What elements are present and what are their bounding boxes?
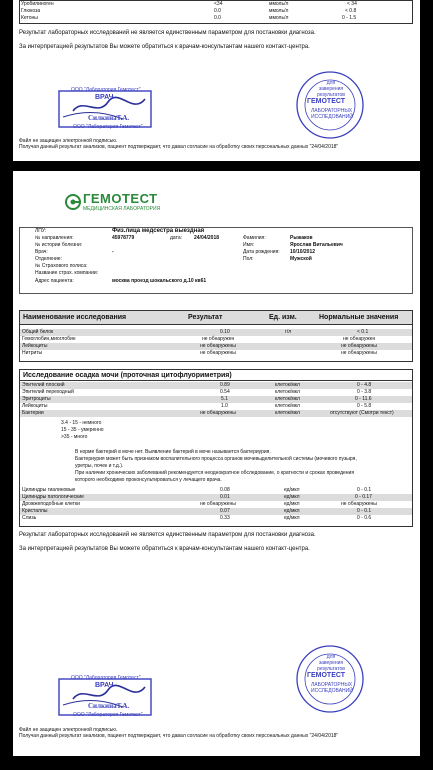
- doctor-stamp: ООО "Лаборатория Гемотест" ВРАЧ СилкинаТ.А. ООО "Лаборатория Гемотест": [53, 87, 158, 132]
- table-row: Эпителий переходный 0.54 клеток/мкл 0 - 3.8: [22, 389, 372, 395]
- footer-no-signature: Файл не защищен электронной подписью.: [19, 727, 118, 733]
- consult-text: За интерпретацией результатов Вы можете обратиться к врачам-консультантам нашего контакт-центра.: [19, 44, 310, 50]
- round-lab-stamp: для заверения результатов ГЕМОТЕСТ ЛАБОРАТОРНЫХ ИССЛЕДОВАНИЙ: [295, 644, 365, 714]
- bacteria-note: В норме бактерий в моче нет. Выявление бактерий в моче называется бактериурия.: [75, 449, 271, 455]
- table-row: Кетоны 0.0 ммоль/л 0 - 1.5: [21, 15, 357, 21]
- lpu-value: Физ.лица медсестра выездная: [112, 228, 205, 234]
- bacteria-scale-item: 3.4 - 15 - немного: [61, 420, 102, 426]
- logo-tagline: МЕДИЦИНСКАЯ ЛАБОРАТОРИЯ: [83, 206, 161, 212]
- direction-date: 24/04/2018: [194, 235, 220, 241]
- footer-consent: Получая данный результат анализов, пациент подтверждает, что давал согласие на обработку своих персональных данных "24/04/2018": [19, 144, 339, 150]
- table-row: Гемоглобин,миоглобин не обнаружен не обнаружен: [22, 336, 376, 342]
- bacteria-note: которого необходимо проконсультироваться у лечащего врача.: [75, 477, 222, 483]
- doctor-stamp: ООО "Лаборатория Гемотест" ВРАЧ СилкинаТ.А. ООО "Лаборатория Гемотест": [53, 675, 158, 720]
- table-row: Нитриты не обнаружены не обнаружены: [22, 350, 377, 356]
- patient-dob: 10/10/2012: [290, 249, 316, 255]
- footer-consent: Получая данный результат анализов, пациент подтверждает, что давал согласие на обработку своих персональных данных "24/04/2018": [19, 733, 339, 739]
- table-left-border: [19, 0, 20, 24]
- bacteria-note: Бактериурия может быть признаком воспалительного процесса органов мочевыделительной системы (мочевого пузыря,: [75, 456, 357, 462]
- header-test-name: Наименование исследования: [23, 314, 127, 321]
- bacteria-note: При наличии хронических заболеваний рекомендуется неоднократное обследование, о кратности и сроках проведения: [75, 470, 355, 476]
- table-row: Кристаллы 0.07 ед/мкл 0 - 0.1: [20, 508, 412, 515]
- table-row: Лейкоциты 1.0 клеток/мкл 0 - 5.8: [22, 403, 372, 409]
- footer-no-signature: Файл не защищен электронной подписью.: [19, 138, 118, 144]
- table-row: Эпителий плоский 0.89 клеток/мкл 0 - 4.8: [20, 382, 412, 389]
- patient-sex: Мужской: [290, 256, 312, 262]
- header-norm: Нормальные значения: [319, 314, 399, 321]
- patient-name: Ярослав Витальевич: [290, 242, 343, 248]
- table-row: Уробилиноген <34 ммоль/л < 34: [21, 1, 357, 7]
- table-row: Лейкоциты не обнаружены не обнаружены: [20, 343, 412, 350]
- table-bottom-border: [19, 23, 413, 24]
- gemotest-logo-icon: [65, 194, 81, 210]
- report-page-1: [13, 0, 420, 161]
- section-sediment-title: Исследование осадка мочи (проточная цитофлуориметрия): [23, 372, 232, 379]
- header-result: Результат: [188, 314, 223, 321]
- section-divider: [20, 380, 412, 381]
- table-row: Бактерии не обнаружены клеток/мкл отсутствуют (Смотри текст): [20, 410, 412, 417]
- table-row: Дрожжеподобные клетки не обнаружены ед/мкл не обнаружены: [22, 501, 377, 507]
- bacteria-note: уретры, почек и т.д.).: [75, 463, 124, 469]
- patient-surname: Рыжаков: [290, 235, 313, 241]
- direction-number: 45978779: [112, 235, 135, 241]
- consult-text: За интерпретацией результатов Вы можете обратиться к врачам-консультантам нашего контакт-центра.: [19, 546, 310, 552]
- header-unit: Ед. изм.: [269, 314, 297, 321]
- patient-address: москва проезд шокальского д.10 кв61: [112, 278, 207, 284]
- table-row: Цилиндры гиалиновые 0.08 ед/мкл 0 - 0.1: [22, 487, 372, 493]
- round-lab-stamp: для заверения результатов ГЕМОТЕСТ ЛАБОРАТОРНЫХ ИССЛЕДОВАНИЙ: [295, 70, 365, 140]
- table-right-border: [412, 0, 413, 24]
- report-page-2: ГЕМОТЕСТ МЕДИЦИНСКАЯ ЛАБОРАТОРИЯ ЛПУ: Физ.лица медсестра выездная № направления: 45978779 дата: 24/04/2018 № истории болезни: Врач: - Отделение: № Страхового полиса: Название страх. компании: Адрес пациента: москва проезд шокальского д.10 кв61 Фамилия: Рыжаков Имя: Ярослав Витальевич Дата рождения: 10/10/2012 Пол: Мужской Наименование исследования Результат Ед. изм. Нормальные значения Общий белок 0.10 г/л < 0.1 Гемоглобин,миоглобин не обнаружен не обнаружен Лейкоциты не обнаружены не обнаружены Нитриты не обнаружены не обнаружены Исследование осадка мочи (проточная цитофлуориметрия) Эпителий плоский 0.89 клеток/мкл 0 - 4.8 Эпителий переходный 0.54 клеток/мкл 0 - 3.8 Эритроциты 5.1 клеток/мкл 0 - 11.6 Лейкоциты 1.0 клеток/мкл 0 - 5.8 Бактерии не обнаружены клеток/мкл отсутствуют (Смотри текст) 3.4 - 15 - немного 15 - 35 - умеренно >35 - много В норме бактерий в моче нет. Выявление бактерий в моче называется бактериурия. Бактериурия может быть признаком воспалительного процесса органов мочевыделительной системы (мочевого пузыря, уретры, почек и т.д.). При наличии хронических заболеваний рекомендуется неоднократное обследование, о кратности и сроках проведения которого необходимо проконсультироваться у лечащего врача. Цилиндры гиалиновые 0.08 ед/мкл 0 - 0.1 Цилиндры патологические 0.01 ед/мкл 0 - 0.17 Дрожжеподобные клетки не обнаружены ед/мкл не обнаружены Кристаллы 0.07 ед/мкл 0 - 0.1 Слизь 0.33 ед/мкл 0 - 0.6 Результат лабораторных исследований не является единственным параметром для постановки диагноза. За интерпретацией результатов Вы можете обратиться к врачам-консультантам нашего контакт-центра. для заверения результатов ГЕМОТЕСТ ЛАБОРАТОРНЫХ ИССЛЕДОВАНИЙ ООО "Лаборатория Гемотест" ВРАЧ СилкинаТ.А. ООО "Лаборатория Гемотест" Файл не защищен электронной подписью. Получая данный результат анализов, пациент подтверждает, что давал согласие на обработку своих персональных данных "24/04/2018": [13, 171, 420, 756]
- logo-brand: ГЕМОТЕСТ: [83, 191, 158, 206]
- table-row: Глюкоза 0.0 ммоль/л < 0.8: [21, 8, 357, 14]
- table-row: Эритроциты 5.1 клеток/мкл 0 - 11.6: [20, 396, 412, 403]
- table-row: Общий белок 0.10 г/л < 0.1: [20, 329, 412, 336]
- table-row: Цилиндры патологические 0.01 ед/мкл 0 - 0.17: [20, 494, 412, 501]
- disclaimer-text: Результат лабораторных исследований не является единственным параметром для постановки диагноза.: [19, 30, 316, 36]
- disclaimer-text: Результат лабораторных исследований не является единственным параметром для постановки диагноза.: [19, 532, 316, 538]
- bacteria-scale-item: >35 - много: [61, 434, 88, 440]
- gemotest-logo: [65, 192, 195, 214]
- bacteria-scale-item: 15 - 35 - умеренно: [61, 427, 104, 433]
- table-row: Слизь 0.33 ед/мкл 0 - 0.6: [22, 515, 372, 521]
